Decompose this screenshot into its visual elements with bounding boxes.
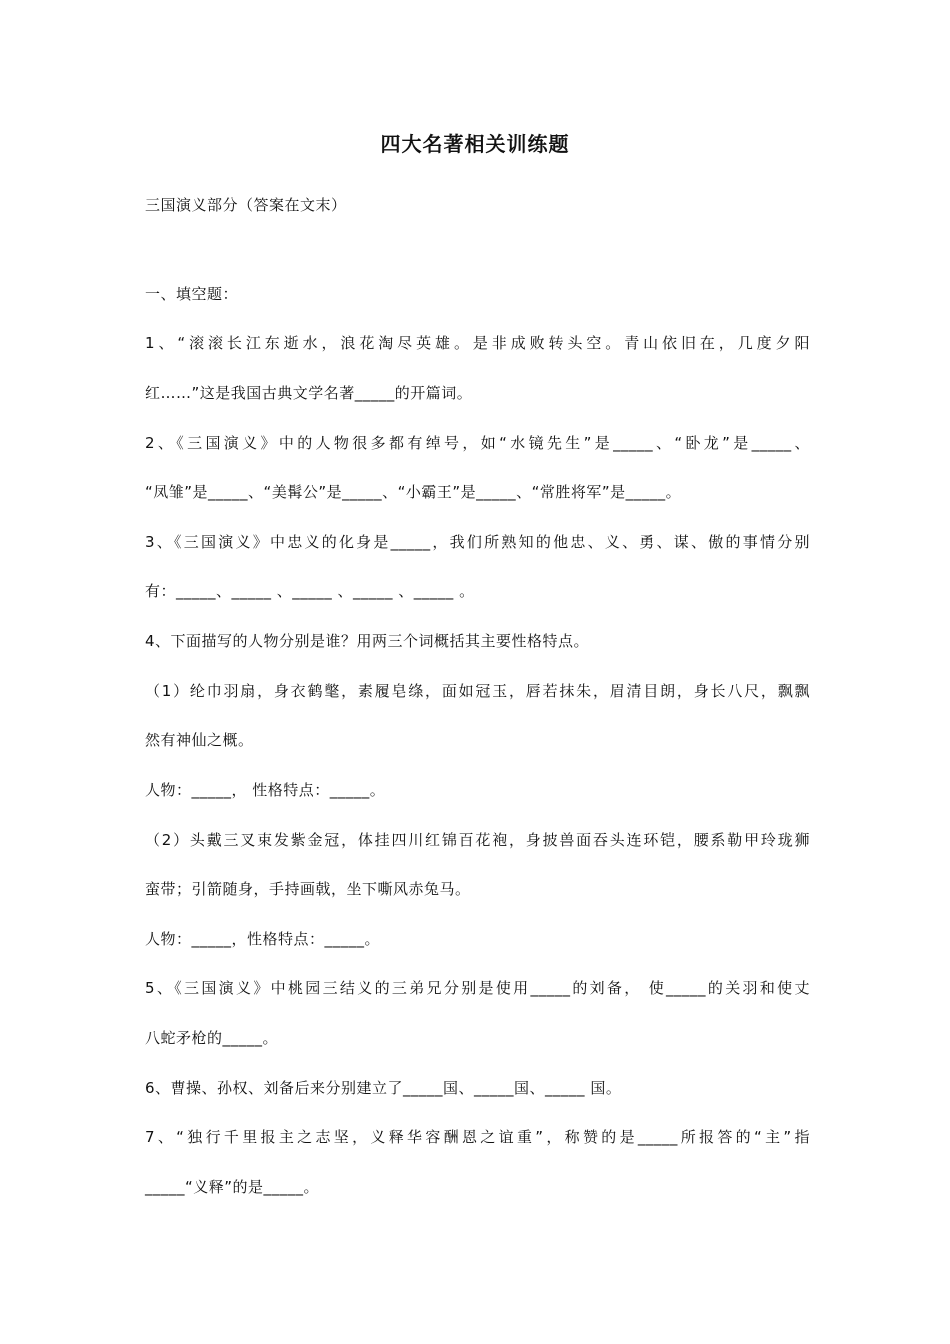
question-3-line-1: 3、《三国演义》中忠义的化身是_____，我们所熟知的他忠、义、勇、谋、傲的事情分别	[145, 533, 810, 551]
question-4-1-line-1: （1）纶巾羽扇，身衣鹤氅，素履皂绦，面如冠玉，唇若抹朱，眉清目朗，身长八尺，飘飘	[145, 682, 810, 700]
question-4-2-line-1: （2）头戴三叉束发紫金冠，体挂四川红锦百花袍，身披兽面吞头连环铠，腰系勒甲玲珑狮	[145, 831, 810, 849]
question-4-line-1: 4、下面描写的人物分别是谁？用两三个词概括其主要性格特点。	[145, 632, 590, 650]
question-2-line-1: 2、《三国演义》中的人物很多都有绰号，如“水镜先生”是_____、“卧龙”是_____、	[145, 434, 810, 452]
question-4-1-answer: 人物：_____， 性格特点：_____。	[145, 781, 386, 799]
section-heading: 一、填空题：	[145, 285, 239, 303]
question-6-line-1: 6、曹操、孙权、刘备后来分别建立了_____国、_____国、_____ 国。	[145, 1079, 622, 1097]
question-4-1-line-2: 然有神仙之概。	[145, 731, 254, 749]
question-5-line-1: 5、《三国演义》中桃园三结义的三弟兄分别是使用_____的刘备， 使_____的关羽和使丈	[145, 979, 810, 997]
question-3-line-2: 有：_____、_____ 、_____ 、_____ 、_____ 。	[145, 582, 475, 600]
subtitle: 三国演义部分（答案在文末）	[145, 196, 347, 214]
question-4-2-answer: 人物：_____，性格特点：_____。	[145, 930, 381, 948]
question-4-2-line-2: 蛮带；引箭随身，手持画戟，坐下嘶风赤兔马。	[145, 880, 471, 898]
page-title: 四大名著相关训练题	[380, 132, 570, 156]
question-7-line-1: 7、“独行千里报主之志坚，义释华容酬恩之谊重”，称赞的是_____所报答的“主”指	[145, 1128, 810, 1146]
question-1-line-1: 1、“滚滚长江东逝水，浪花淘尽英雄。是非成败转头空。青山依旧在，几度夕阳	[145, 334, 810, 352]
question-2-line-2: “凤雏”是_____、“美髯公”是_____、“小霸王”是_____、“常胜将军”是_____。	[145, 483, 682, 501]
question-1-line-2: 红……”这是我国古典文学名著_____的开篇词。	[145, 384, 473, 402]
question-7-line-2: _____“义释”的是_____。	[145, 1178, 320, 1196]
question-5-line-2: 八蛇矛枪的_____。	[145, 1029, 279, 1047]
